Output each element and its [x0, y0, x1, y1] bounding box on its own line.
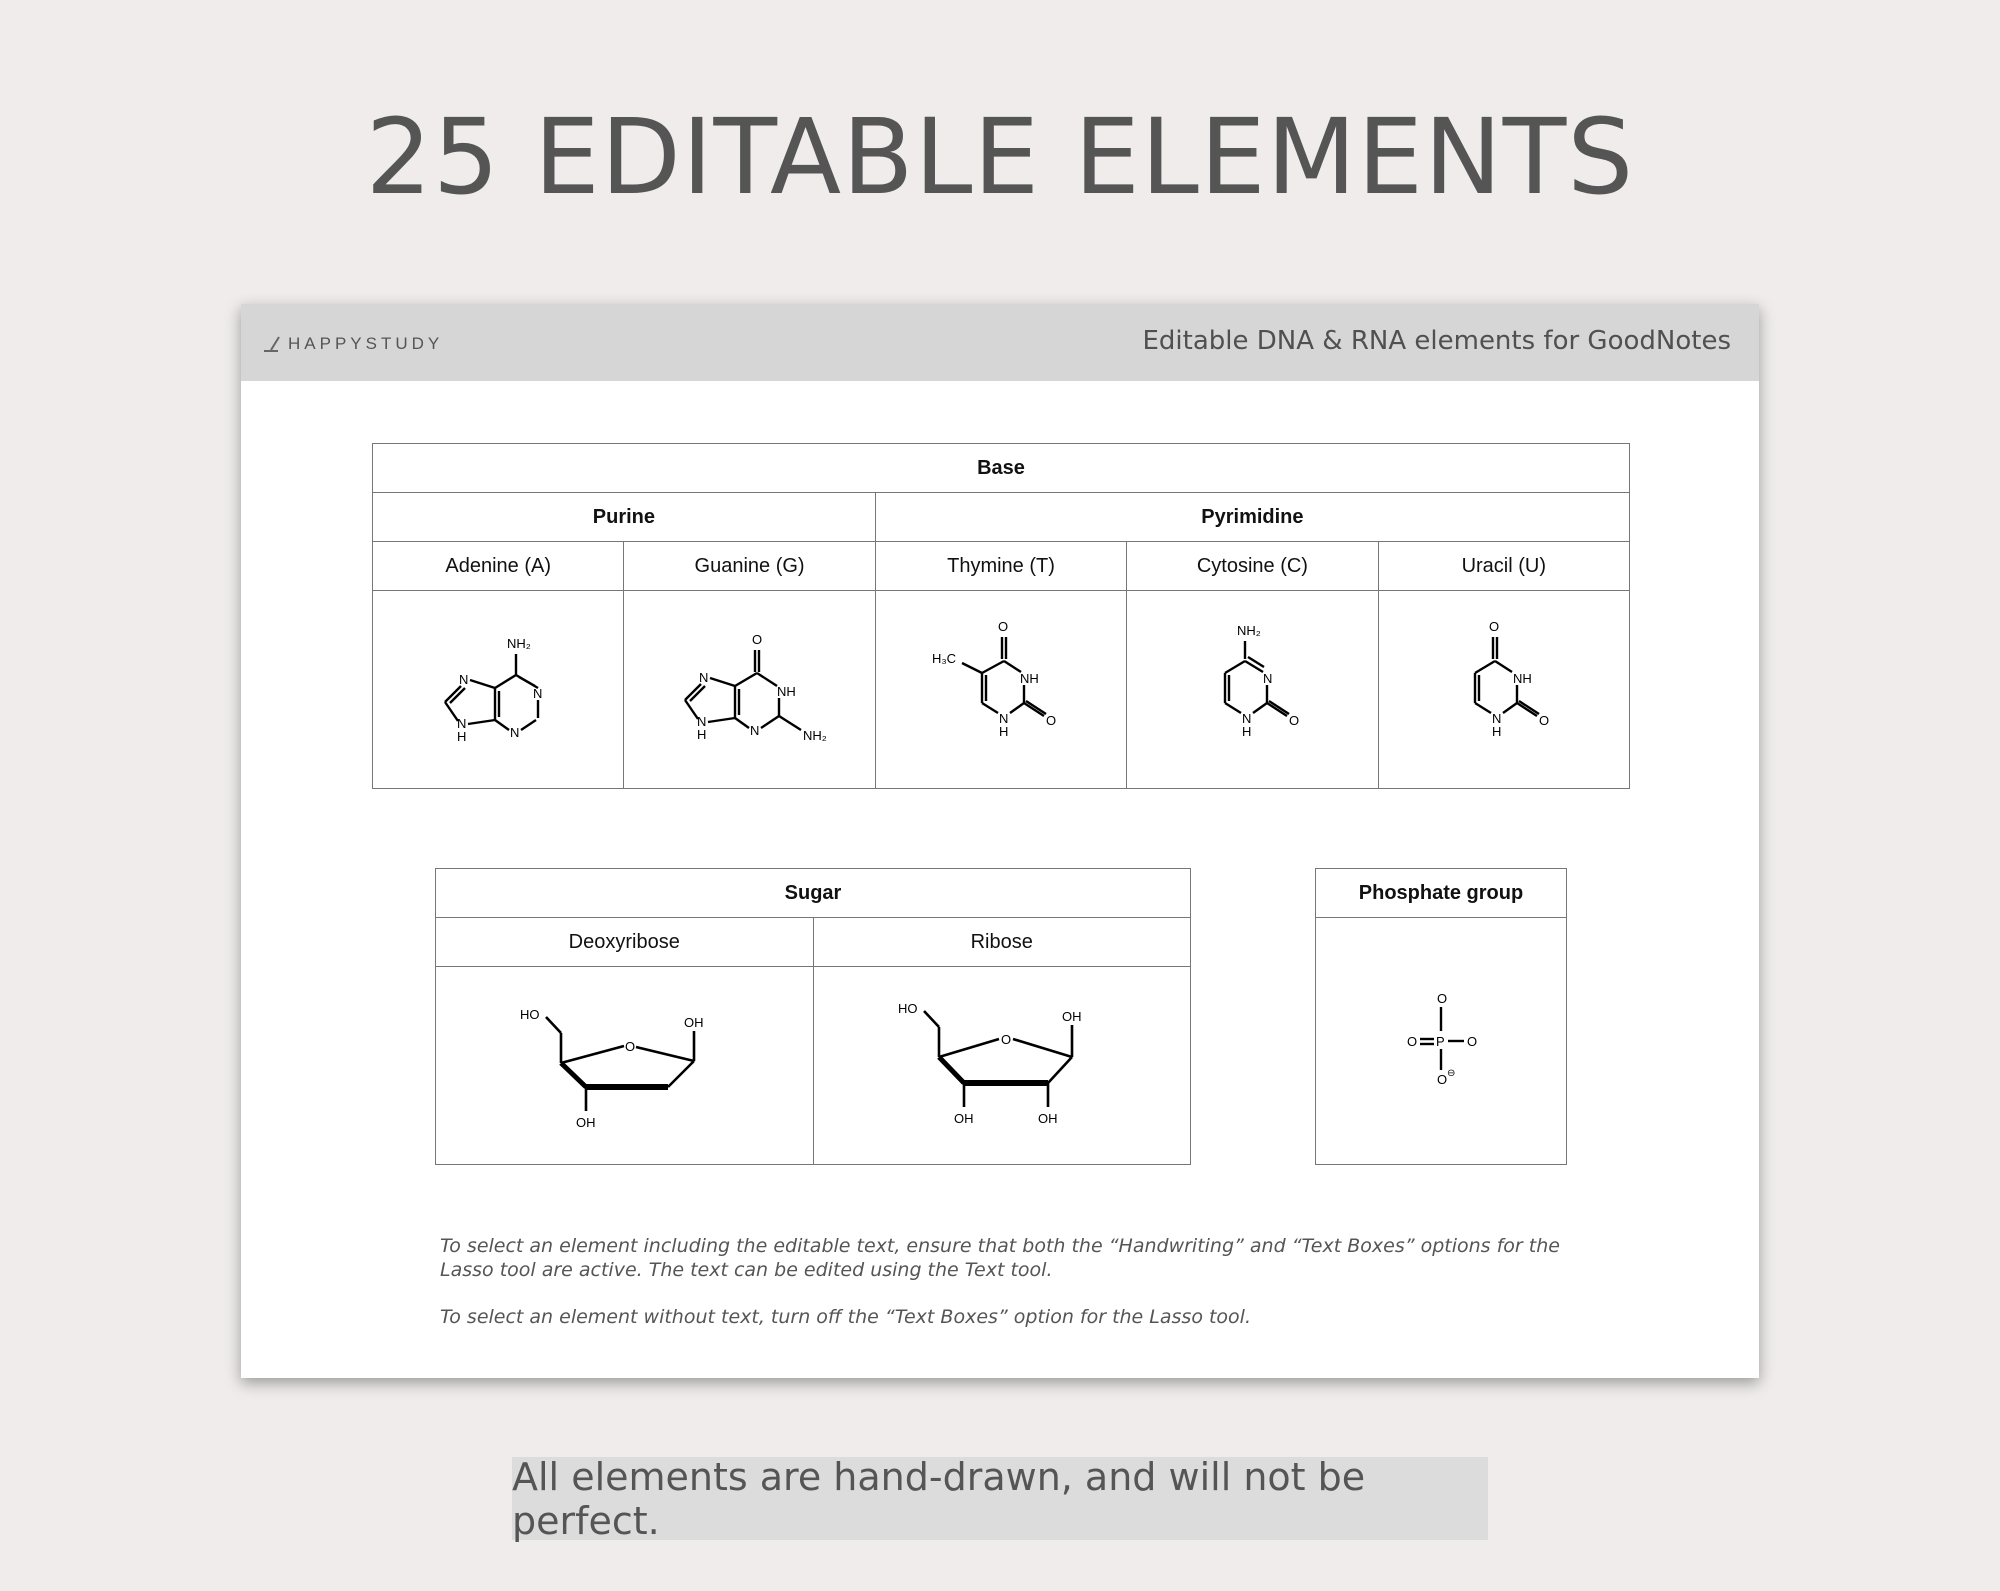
svg-text:O: O	[1437, 991, 1448, 1006]
phosphate-table	[1315, 868, 1567, 1165]
instruction-with-text: To select an element including the editable text, ensure that both the “Handwriting” and “Text Boxes” options for the Lasso tool are active. The text can be edited using the Text tool.	[440, 1235, 1560, 1281]
svg-text:OH: OH	[684, 1014, 704, 1030]
adenine-header: Adenine (A)	[373, 542, 624, 591]
svg-text:O: O	[1000, 1031, 1011, 1047]
svg-text:P: P	[1436, 1034, 1445, 1049]
svg-text:O: O	[1407, 1034, 1418, 1049]
svg-text:OH: OH	[576, 1114, 596, 1130]
purine-header: Purine	[373, 493, 876, 542]
svg-text:O: O	[1467, 1034, 1478, 1049]
svg-text:N: N	[457, 715, 467, 731]
svg-text:NH₂: NH₂	[802, 727, 827, 743]
deoxyribose-structure[interactable]	[504, 981, 744, 1151]
base-table	[372, 443, 1630, 789]
phosphate-cell	[1316, 918, 1567, 1165]
svg-text:N: N	[510, 724, 520, 740]
cytosine-header: Cytosine (C)	[1127, 542, 1378, 591]
svg-text:N: N	[696, 713, 706, 729]
svg-text:N: N	[533, 685, 543, 701]
svg-text:NH₂: NH₂	[1237, 622, 1262, 638]
cytosine-cell	[1127, 591, 1378, 789]
thymine-structure[interactable]	[916, 615, 1086, 765]
preview-sheet	[241, 304, 1759, 1378]
adenine-cell	[373, 591, 624, 789]
svg-text:N: N	[749, 722, 759, 738]
brand-name: HAPPYSTUDY	[288, 334, 444, 353]
thymine-header: Thymine (T)	[875, 542, 1126, 591]
svg-text:OH: OH	[953, 1110, 974, 1126]
svg-text:⊖: ⊖	[1447, 1068, 1456, 1079]
cytosine-structure[interactable]	[1177, 615, 1327, 765]
ribose-structure[interactable]	[882, 981, 1122, 1151]
svg-text:N: N	[999, 710, 1009, 726]
svg-text:HO: HO	[520, 1006, 540, 1022]
svg-text:H: H	[1491, 723, 1502, 739]
svg-text:O: O	[625, 1038, 636, 1054]
svg-text:O: O	[1046, 712, 1057, 728]
svg-text:N: N	[1491, 710, 1502, 726]
instruction-without-text: To select an element without text, turn off the “Text Boxes” option for the Lasso tool.	[440, 1306, 1251, 1328]
svg-text:OH: OH	[1061, 1008, 1082, 1024]
svg-text:N: N	[1242, 710, 1252, 726]
page-headline: 25 EDITABLE ELEMENTS	[365, 96, 1635, 218]
uracil-header: Uracil (U)	[1378, 542, 1629, 591]
svg-text:H₃C: H₃C	[932, 650, 957, 666]
svg-text:O: O	[1289, 712, 1300, 728]
svg-text:O: O	[751, 631, 762, 647]
svg-text:NH: NH	[1020, 670, 1039, 686]
svg-text:NH: NH	[1512, 670, 1532, 686]
svg-text:H: H	[1242, 723, 1252, 739]
thymine-cell	[875, 591, 1126, 789]
footer-disclaimer: All elements are hand-drawn, and will not be perfect.	[512, 1457, 1488, 1540]
adenine-nh2-label: NH₂	[507, 635, 531, 651]
sugar-title: Sugar	[436, 869, 1191, 918]
svg-text:OH: OH	[1037, 1110, 1058, 1126]
sheet-title: Editable DNA & RNA elements for GoodNotes	[1142, 326, 1731, 356]
svg-text:O: O	[1538, 712, 1549, 728]
guanine-header: Guanine (G)	[624, 542, 875, 591]
ribose-header: Ribose	[813, 918, 1191, 967]
svg-text:O: O	[1437, 1072, 1448, 1087]
uracil-cell	[1378, 591, 1629, 789]
svg-text:O: O	[1488, 618, 1499, 634]
instructions	[440, 1234, 1600, 1352]
guanine-structure[interactable]	[655, 620, 845, 760]
svg-text:H: H	[457, 728, 467, 744]
sugar-table	[435, 868, 1191, 1165]
adenine-structure[interactable]	[423, 620, 573, 760]
ribose-cell	[813, 967, 1191, 1165]
svg-text:N: N	[459, 671, 469, 687]
svg-text:O: O	[998, 618, 1009, 634]
deoxyribose-cell	[436, 967, 814, 1165]
svg-text:HO: HO	[897, 1000, 918, 1016]
deoxyribose-header: Deoxyribose	[436, 918, 814, 967]
svg-text:N: N	[1263, 670, 1273, 686]
svg-text:H: H	[999, 723, 1009, 739]
phosphate-structure[interactable]	[1381, 986, 1501, 1096]
guanine-cell	[624, 591, 875, 789]
phosphate-title: Phosphate group	[1316, 869, 1567, 918]
svg-text:NH: NH	[776, 683, 796, 699]
svg-text:N: N	[698, 669, 708, 685]
sheet-header	[241, 304, 1759, 381]
base-title: Base	[373, 444, 1630, 493]
pen-icon	[262, 334, 282, 354]
brand-logo	[262, 331, 443, 357]
svg-text:H: H	[696, 726, 706, 742]
uracil-structure[interactable]	[1429, 615, 1579, 765]
pyrimidine-header: Pyrimidine	[875, 493, 1629, 542]
